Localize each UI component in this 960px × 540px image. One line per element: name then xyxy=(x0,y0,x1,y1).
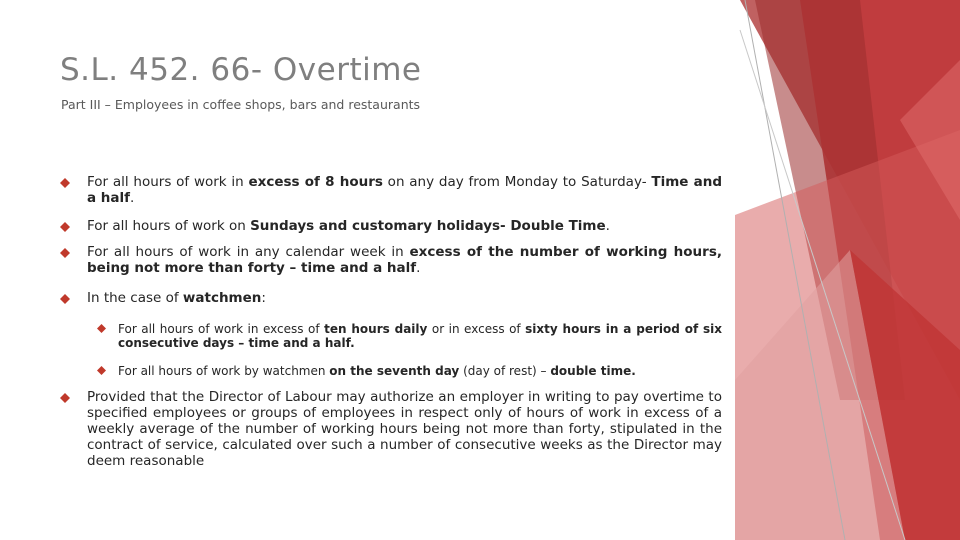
list-item xyxy=(60,389,722,469)
list-item xyxy=(60,244,722,276)
page-subtitle: Part III – Employees in coffee shops, bars and restaurants xyxy=(61,97,421,112)
diamond-icon xyxy=(60,178,70,188)
bullet-text: For all hours of work in any calendar week in excess of the number of working hours, being not more than forty – time and a half. xyxy=(87,244,722,276)
diamond-icon xyxy=(60,222,70,232)
diamond-icon xyxy=(60,294,70,304)
diamond-icon xyxy=(60,248,70,258)
sub-bullet-text: For all hours of work in excess of ten hours daily or in excess of sixty hours in a period of six consecutive days – time and a half. xyxy=(118,322,723,350)
diamond-icon xyxy=(97,324,106,333)
bullet-list xyxy=(60,170,722,469)
bullet-text: In the case of watchmen: xyxy=(87,290,266,306)
diamond-icon xyxy=(97,366,106,375)
sub-bullet-text: For all hours of work by watchmen on the seventh day (day of rest) – double time. xyxy=(118,364,636,378)
sub-list-item xyxy=(60,322,722,350)
bullet-text: For all hours of work in excess of 8 hours on any day from Monday to Saturday- Time and a half. xyxy=(87,174,722,206)
bullet-text: Provided that the Director of Labour may authorize an employer in writing to pay overtime to specified employees or groups of employees in respect only of hours of work in excess of a weekly average of the number of working hours being not more than forty, stipulated in the contract of service, calculated over such a number of consecutive weeks as the Director may deem reasonable xyxy=(87,389,722,469)
sub-list-item xyxy=(60,364,722,378)
diamond-icon xyxy=(60,393,70,403)
list-item xyxy=(60,290,722,306)
page-title: S.L. 452. 66- Overtime xyxy=(60,52,422,88)
bullet-text: For all hours of work on Sundays and customary holidays- Double Time. xyxy=(87,218,610,234)
list-item xyxy=(60,174,722,206)
list-item xyxy=(60,218,722,234)
